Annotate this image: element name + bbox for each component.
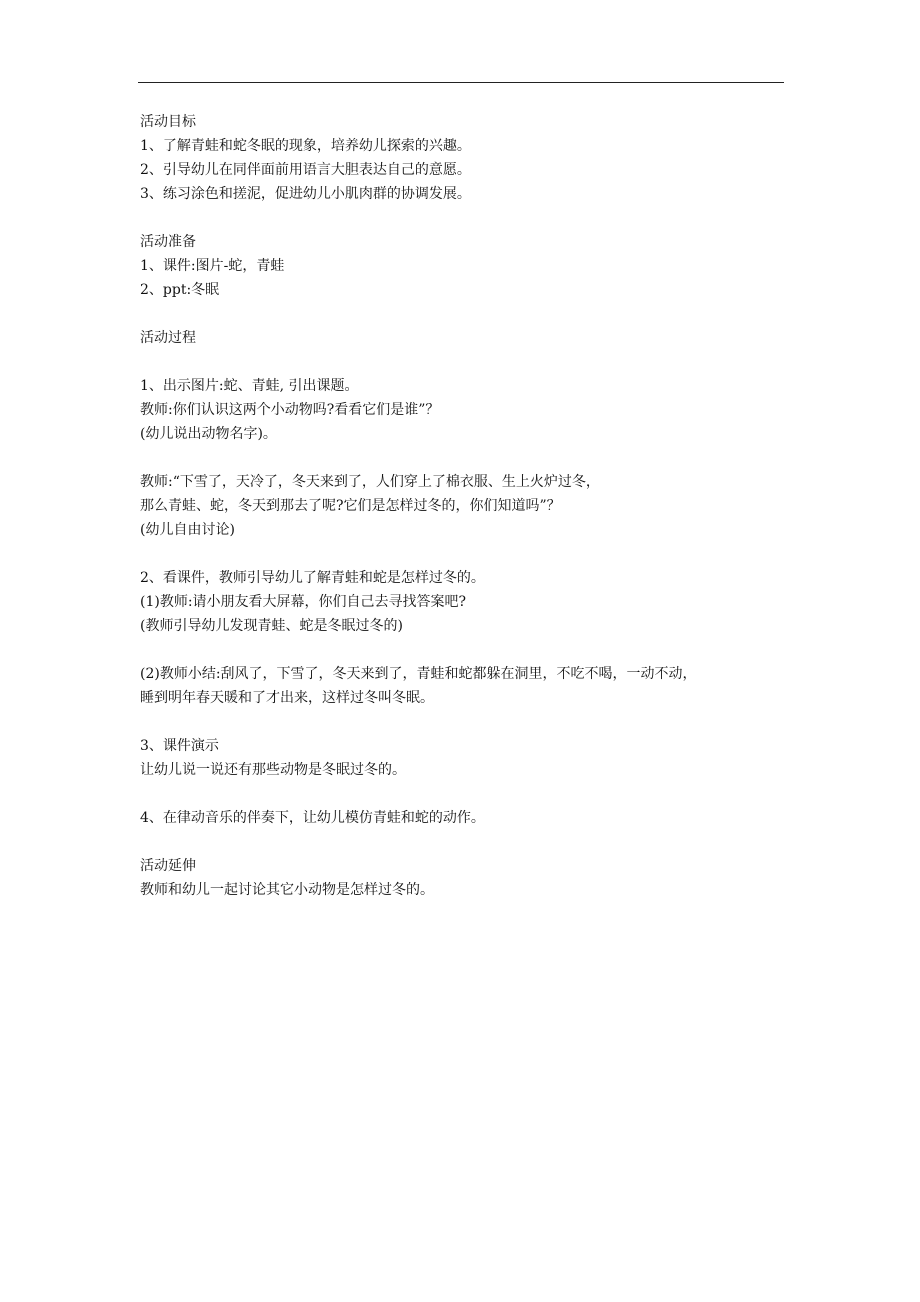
spacer [140,830,790,854]
goal-item: 2、引导幼儿在同伴面前用语言大胆表达自己的意愿。 [140,162,471,178]
process-line: (幼儿自由讨论) [140,522,235,538]
spacer [140,710,790,734]
process-line: 让幼儿说一说还有那些动物是冬眠过冬的。 [140,762,406,778]
spacer [140,350,790,374]
spacer [140,302,790,326]
process-line: (教师引导幼儿发现青蛙、蛇是冬眠过冬的) [140,618,403,634]
process-line: 2、看课件，教师引导幼儿了解青蛙和蛇是怎样过冬的。 [140,570,485,586]
process-line: 教师:你们认识这两个小动物吗?看看它们是谁”？ [140,402,440,418]
heading-goals: 活动目标 [140,114,196,130]
process-line: (2)教师小结:刮风了，下雪了，冬天来到了，青蛙和蛇都躲在洞里，不吃不喝，一动不动， [140,666,697,682]
goal-item: 1、了解青蛙和蛇冬眠的现象，培养幼儿探索的兴趣。 [140,138,471,154]
preparation-item: 1、课件:图片-蛇，青蛙 [140,258,285,274]
process-line: 睡到明年春天暖和了才出来，这样过冬叫冬眠。 [140,690,434,706]
heading-preparation: 活动准备 [140,234,196,250]
header-rule [138,82,784,83]
spacer [140,782,790,806]
process-line: (幼儿说出动物名字)。 [140,426,277,442]
document-body [140,110,790,902]
heading-extension: 活动延伸 [140,858,196,874]
process-line: (1)教师:请小朋友看大屏幕，你们自己去寻找答案吧? [140,594,467,610]
process-line: 3、课件演示 [140,738,219,754]
extension-line: 教师和幼儿一起讨论其它小动物是怎样过冬的。 [140,882,434,898]
process-line: 1、出示图片:蛇、青蛙, 引出课题。 [140,378,359,394]
heading-process: 活动过程 [140,330,196,346]
spacer [140,446,790,470]
spacer [140,542,790,566]
spacer [140,638,790,662]
process-line: 教师:“下雪了，天冷了，冬天来到了，人们穿上了棉衣服、生上火炉过冬， [140,474,600,490]
process-line: 那么青蛙、蛇，冬天到那去了呢?它们是怎样过冬的，你们知道吗”？ [140,498,561,514]
preparation-item: 2、ppt:冬眠 [140,282,220,298]
process-line: 4、在律动音乐的伴奏下，让幼儿模仿青蛙和蛇的动作。 [140,810,485,826]
goal-item: 3、练习涂色和搓泥，促进幼儿小肌肉群的协调发展。 [140,186,471,202]
spacer [140,206,790,230]
